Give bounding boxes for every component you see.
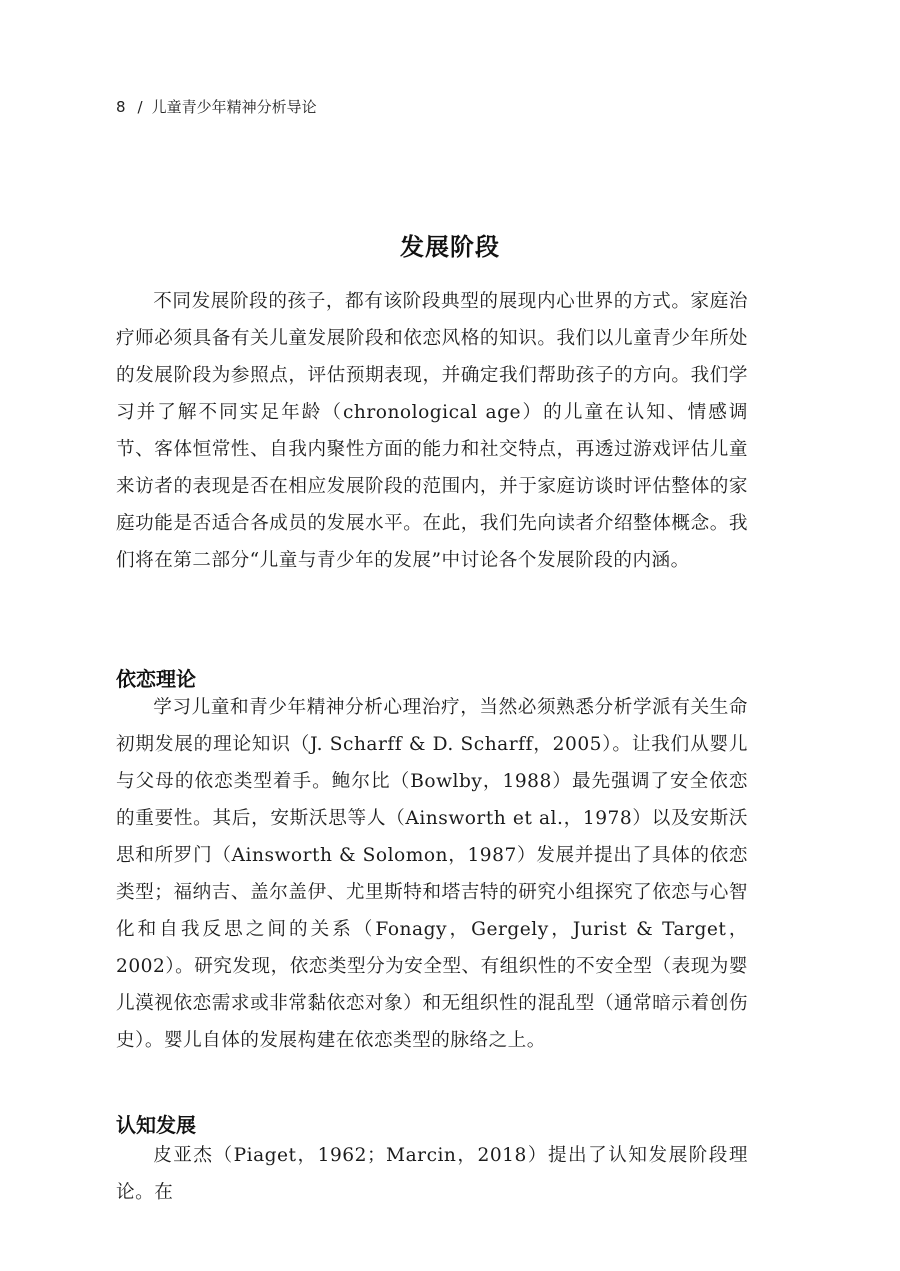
intro-paragraph: 不同发展阶段的孩子，都有该阶段典型的展现内心世界的方式。家庭治疗师必须具备有关儿童发展阶段和依恋风格的知识。我们以儿童青少年所处的发展阶段为参照点，评估预期表现，并确定我们帮助孩子的方向。我们学习并了解不同实足年龄（chronological age）的儿童在认知、情感调节、客体恒常性、自我内聚性方面的能力和社交特点，再透过游戏评估儿童来访者的表现是否在相应发展阶段的范围内，并于家庭访谈时评估整体的家庭功能是否适合各成员的发展水平。在此，我们先向读者介绍整体概念。我们将在第二部分“儿童与青少年的发展”中讨论各个发展阶段的内涵。 [116, 291, 748, 571]
cognitive-development-heading: 认知发展 [116, 1112, 196, 1137]
cognitive-paragraph: 皮亚杰（Piaget，1962；Marcin，2018）提出了认知发展阶段理论。在 [116, 1145, 748, 1203]
attachment-theory-heading: 依恋理论 [116, 666, 196, 691]
running-head [116, 96, 317, 117]
header-separator: / [137, 98, 143, 116]
book-title: 儿童青少年精神分析导论 [151, 98, 317, 116]
chapter-title: 发展阶段 [400, 233, 500, 262]
attachment-paragraph: 学习儿童和青少年精神分析心理治疗，当然必须熟悉分析学派有关生命初期发展的理论知识（J. Scharff & D. Scharff，2005）。让我们从婴儿与父母的依恋类型着手。鲍尔比（Bowlby，1988）最先强调了安全依恋的重要性。其后，安斯沃思等人（Ainsworth et al.，1978）以及安斯沃思和所罗门（Ainsworth & Solomon，1987）发展并提出了具体的依恋类型；福纳吉、盖尔盖伊、尤里斯特和塔吉特的研究小组探究了依恋与心智化和自我反思之间的关系（Fonagy，Gergely，Jurist & Target，2002）。研究发现，依恋类型分为安全型、有组织性的不安全型（表现为婴儿漠视依恋需求或非常黏依恋对象）和无组织性的混乱型（通常暗示着创伤史）。婴儿自体的发展构建在依恋类型的脉络之上。 [116, 697, 748, 1051]
page-number: 8 [116, 98, 126, 116]
